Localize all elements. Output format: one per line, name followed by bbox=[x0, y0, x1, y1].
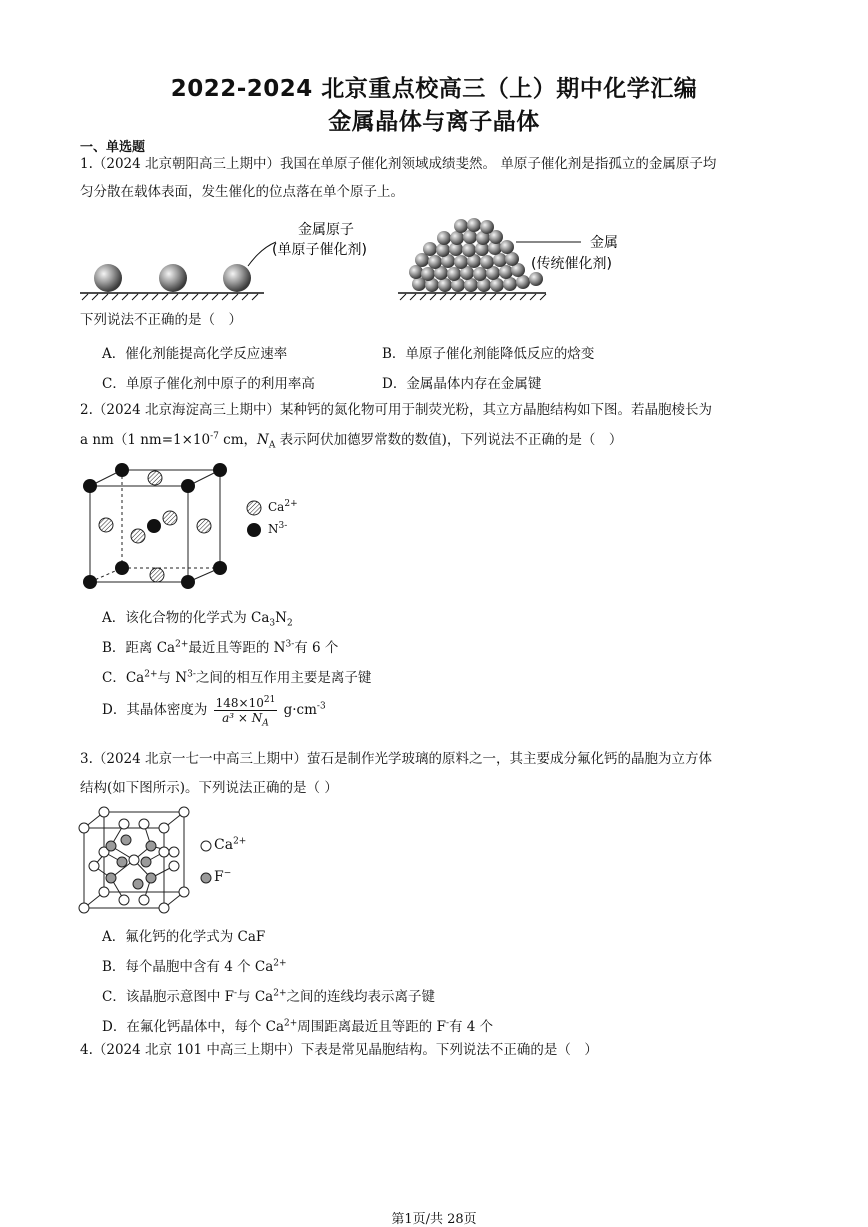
q1-figure bbox=[76, 212, 676, 304]
legend-ca-icon bbox=[247, 501, 261, 515]
fig-label-b2: (传统催化剂) bbox=[531, 256, 612, 272]
q1-option-b: B．单原子催化剂能降低反应的焓变 bbox=[382, 346, 595, 362]
q2-option-c: C．$Ca^{2+}$与 $N^{3-}$之间的相互作用主要是离子键 bbox=[102, 669, 372, 686]
q2-option-b: B．距离 $Ca^{2+}$最近且等距的 $N^{3-}$有 6 个 bbox=[102, 639, 339, 656]
q3-legend-f: F− bbox=[214, 868, 232, 885]
legend-n-icon bbox=[247, 523, 261, 537]
legend-ca-white-icon bbox=[201, 841, 211, 851]
fig-label-a1: 金属原子 bbox=[298, 222, 354, 238]
q1-option-a: A．催化剂能提高化学反应速率 bbox=[102, 346, 288, 362]
q2-option-a: A．该化合物的化学式为 $Ca_3N_2$ bbox=[102, 610, 293, 629]
q2-legend-ca: $Ca^{2+}$ bbox=[268, 499, 298, 514]
page-footer: 第1页/共 28页 bbox=[391, 1212, 477, 1227]
fig-label-b1: 金属 bbox=[590, 235, 618, 251]
q1-stem: 下列说法不正确的是（ ） bbox=[80, 312, 242, 328]
q3-option-d: D．在氟化钙晶体中，每个 $Ca^{2+}$周围距离最近且等距的 F-有 4 个 bbox=[102, 1018, 494, 1035]
q2-option-d: D．其晶体密度为 $\frac{148\times 10^{21}}{a^3 \times N_A}$ $g\cdot cm^{-3}$ bbox=[102, 695, 326, 729]
q1-line2: 匀分散在载体表面，发生催化的位点落在单个原子上。 bbox=[80, 184, 404, 200]
q1-line1: 1.（2024 北京朝阳高三上期中）我国在单原子催化剂领域成绩斐然。 单原子催化剂是指孤立的金属原子均 bbox=[80, 156, 717, 172]
q3-option-a: A．氟化钙的化学式为 CaF bbox=[102, 929, 266, 945]
section-heading: 一、单选题 bbox=[80, 140, 146, 155]
doc-title-line1: 2022-2024 北京重点校高三（上）期中化学汇编 bbox=[170, 76, 698, 102]
q1-option-c: C．单原子催化剂中原子的利用率高 bbox=[102, 376, 315, 392]
q3-option-b: B．每个晶胞中含有 4 个 $Ca^{2+}$ bbox=[102, 958, 287, 975]
fig-label-a2: (单原子催化剂) bbox=[272, 242, 367, 258]
q2-line2: a nm（1 $nm=1\times 10^{-7}$ cm，$N_A$ 表示阿伏加德罗常数的数值)，下列说法不正确的是（ ） bbox=[80, 431, 623, 451]
q1-option-d: D．金属晶体内存在金属键 bbox=[382, 376, 542, 392]
density-fraction: $\frac{148\times 10^{21}}{a^3 \times N_A}$ bbox=[215, 695, 276, 729]
single-atom-substrate bbox=[80, 242, 276, 300]
q4-line1: 4.（2024 北京 101 中高三上期中）下表是常见晶胞结构。下列说法不正确的是（ ） bbox=[80, 1042, 598, 1058]
q3-line2: 结构(如下图所示)。下列说法正确的是（ ） bbox=[80, 780, 338, 796]
q2-legend-n: $N^{3-}$ bbox=[268, 521, 288, 536]
q3-legend-ca: $Ca^{2+}$ bbox=[214, 836, 247, 853]
legend-f-grey-icon bbox=[201, 873, 211, 883]
q3-option-c: C．该晶胞示意图中 F-与 $Ca^{2+}$之间的连线均表示离子键 bbox=[102, 988, 435, 1005]
q2-line1: 2.（2024 北京海淀高三上期中）某种钙的氮化物可用于制荧光粉，其立方晶胞结构如下图。若晶胞棱长为 bbox=[80, 402, 713, 418]
doc-title-line2: 金属晶体与离子晶体 bbox=[328, 109, 540, 135]
q3-line1: 3.（2024 北京一七一中高三上期中）萤石是制作光学玻璃的原料之一，其主要成分氟化钙的晶胞为立方体 bbox=[80, 751, 713, 767]
q3-crystal-figure bbox=[76, 806, 276, 916]
